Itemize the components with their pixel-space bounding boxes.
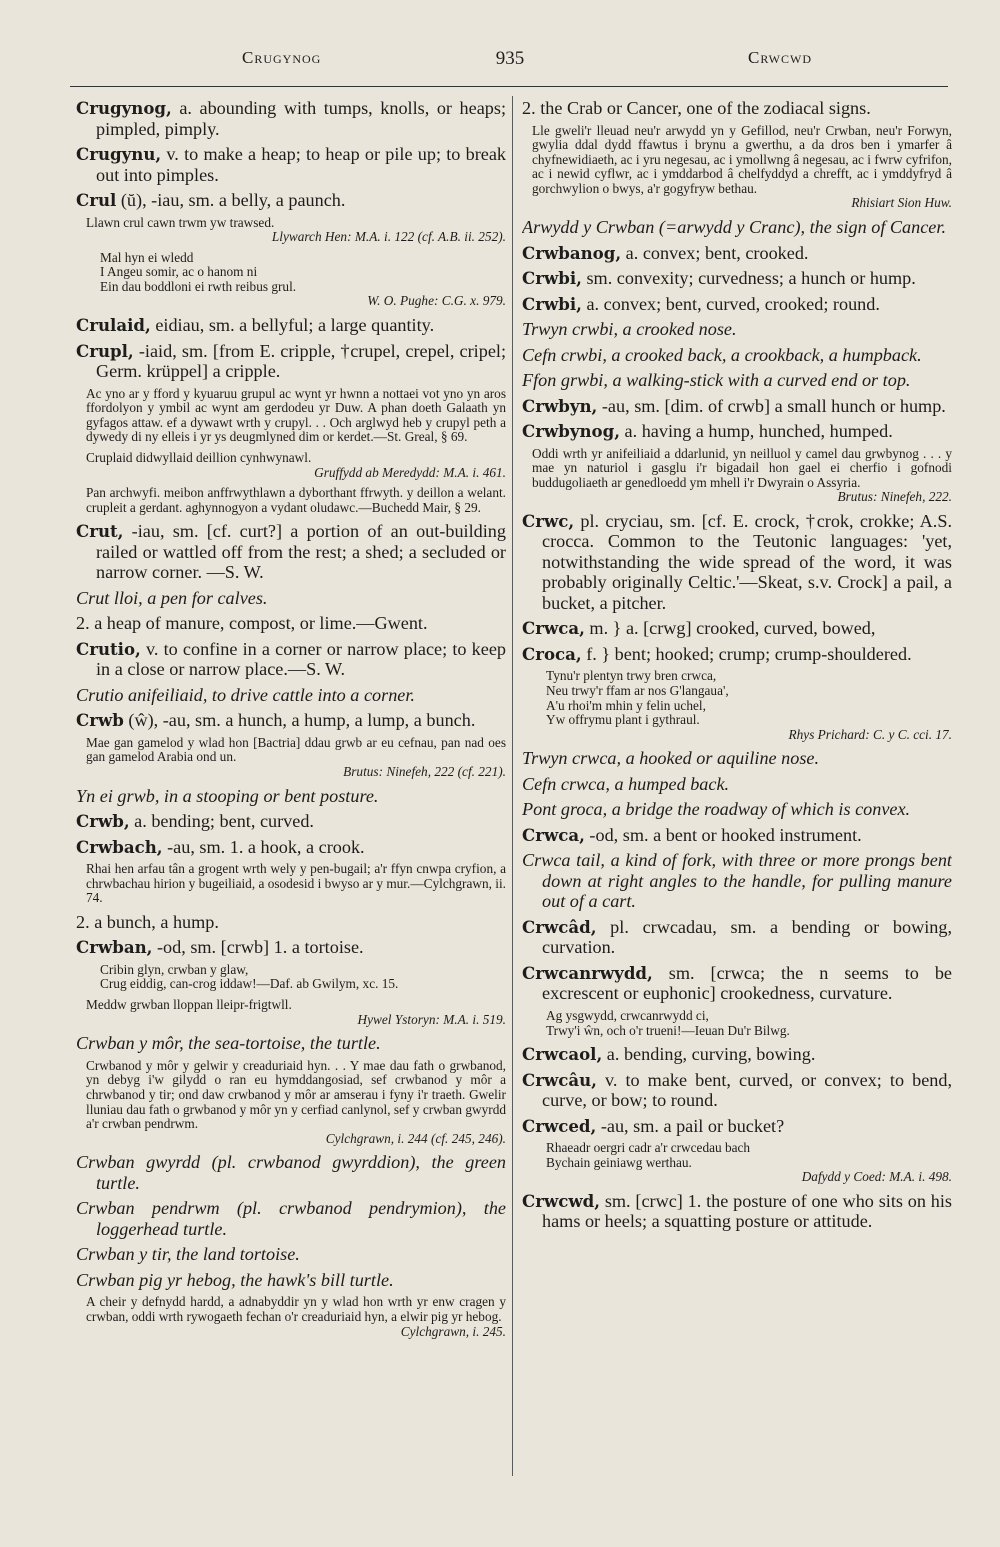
dictionary-entry: [522, 294, 952, 315]
sub-entry: [522, 799, 952, 820]
sub-entry: [76, 588, 506, 609]
definition-text: -od, sm. a bent or hooked instrument.: [584, 824, 862, 845]
verse-line: A'u rhoi'm mhin y felin uchel,: [546, 697, 706, 713]
headword: Crwcâd,: [522, 916, 597, 937]
citation-source: Dafydd y Coed: M.A. i. 498.: [801, 1169, 952, 1185]
dictionary-entry: [522, 825, 952, 846]
headword: Crwbanog,: [522, 242, 622, 263]
sub-entry: [522, 850, 952, 912]
headword: Crwbynog,: [522, 421, 620, 442]
definition-text: v. to make bent, curved, or convex; to bend, curve, or bow; to round.: [542, 1069, 952, 1111]
definition-text: a. bending; bent, curved.: [129, 811, 314, 832]
dictionary-entry: [522, 1044, 952, 1065]
sub-entry: [76, 1152, 506, 1193]
headword: Crwcâu,: [522, 1069, 597, 1090]
citation-source: Rhisiart Sion Huw.: [851, 195, 952, 211]
citation-quote: [76, 486, 506, 515]
dictionary-entry: [522, 1070, 952, 1111]
citation-quote: [522, 447, 952, 505]
definition-text: -au, sm. a pail or bucket?: [596, 1115, 785, 1136]
sub-entry: [76, 1198, 506, 1239]
headword: Crwcaol,: [522, 1044, 603, 1065]
quote-text: Meddw grwban lloppan lleipr-frigtwll.: [86, 997, 292, 1013]
headword: Crwca,: [522, 618, 585, 639]
definition-text: pl. cryciau, sm. [cf. E. crock, †crok, crokke; A.S. crocca. Common to the Teutonic languages: 'yet, notwithstanding the wide spread of the word, it was probably originally Celtic.'—Skeat, s.v. Crock] a pail, a bucket, a pitcher.: [542, 510, 952, 613]
verse-line: I Angeu somir, ac o hanom ni: [100, 264, 258, 280]
definition-text: -od, sm. [crwb] 1. a tortoise.: [152, 937, 364, 958]
dictionary-entry: [522, 268, 952, 289]
headword: Crwb: [76, 710, 124, 731]
sub-entry: [522, 748, 952, 769]
sub-entry: [522, 345, 952, 366]
headword: Crugynu,: [76, 144, 162, 164]
dictionary-entry: [76, 710, 506, 731]
citation-source: Rhys Prichard: C. y C. cci. 17.: [788, 726, 952, 742]
dictionary-entry: [76, 912, 506, 933]
dictionary-entry: [76, 613, 506, 634]
dictionary-entry: [76, 837, 506, 858]
dictionary-entry: [522, 396, 952, 417]
definition-text: -au, sm. 1. a hook, a crook.: [162, 836, 365, 857]
headword: Crutio,: [76, 638, 141, 659]
definition-text: 2. a heap of manure, compost, or lime.—Gwent.: [76, 613, 428, 634]
definition-text: Crutio anifeiliaid, to drive cattle into a corner.: [76, 684, 415, 705]
dictionary-entry: [76, 639, 506, 680]
sub-entry: [76, 1033, 506, 1054]
dictionary-entry: [76, 144, 506, 185]
definition-text: v. to make a heap; to heap or pile up; to break out into pimples.: [96, 144, 506, 185]
definition-text: 2. a bunch, a hump.: [76, 911, 219, 932]
definition-text: Crwban gwyrdd (pl. crwbanod gwyrddion), the green turtle.: [76, 1152, 506, 1193]
citation-quote: [76, 387, 506, 445]
definition-text: m. } a. [crwg] crooked, curved, bowed,: [584, 618, 876, 639]
definition-text: -iaid, sm. [from E. cripple, †crupel, crepel, cripel; Germ. krüppel] a cripple.: [96, 340, 506, 382]
citation-source: W. O. Pughe: C.G. x. 979.: [367, 293, 506, 309]
definition-text: Ffon grwbi, a walking-stick with a curved end or top.: [522, 370, 911, 391]
verse-quote: [522, 669, 952, 742]
verse-line: Trwy'i ŵn, och o'r trueni!—Ieuan Du'r Bilwg.: [546, 1022, 790, 1038]
quote-text: Mae gan gamelod y wlad hon [Bactria] ddau grwb ar eu cefnau, pan nad oes gan gamelod Arabia ond un.: [86, 734, 506, 765]
headword: Crwb,: [76, 811, 130, 832]
definition-text: (ŵ), -au, sm. a hunch, a hump, a lump, a bunch.: [123, 710, 476, 731]
definition-text: Crwca tail, a kind of fork, with three or more prongs bent down at right angles to the handle, for pulling manure out of a cart.: [522, 850, 952, 912]
dictionary-entry: [76, 811, 506, 832]
dictionary-entry: [522, 963, 952, 1004]
sub-entry: [76, 786, 506, 807]
definition-text: Trwyn crwca, a hooked or aquiline nose.: [522, 748, 820, 769]
definition-text: -au, sm. [dim. of crwb] a small hunch or hump.: [597, 395, 946, 416]
verse-line: Mal hyn ei wledd: [100, 249, 194, 265]
verse-quote: [522, 1009, 952, 1038]
header-left-guide-word: Crugynog: [242, 48, 322, 67]
definition-text: Crwban pig yr hebog, the hawk's bill turtle.: [76, 1269, 394, 1290]
dictionary-entry: [76, 98, 506, 139]
verse-quote: [76, 251, 506, 309]
citation-quote: [76, 1295, 506, 1339]
citation-quote: [522, 124, 952, 212]
verse-line: Ein dau boddloni ei rwth reibus grul.: [100, 278, 297, 294]
sub-entry: [522, 774, 952, 795]
definition-text: -iau, sm. [cf. curt?] a portion of an out-building railed or wattled off from the rest; a shed; a secluded or narrow corner. —S. W.: [96, 521, 506, 583]
headword: Crwcwd,: [522, 1190, 601, 1211]
definition-text: a. bending, curving, bowing.: [602, 1044, 816, 1065]
dictionary-entry: [76, 315, 506, 336]
quote-text: Oddi wrth yr anifeiliaid a ddarlunid, yn neilluol y camel dau grwbynog . . . y mae yn naturiol i gasglu i'r bigadail hon gael ei cherfio i gofnodi buddugoliaeth ar genedloedd ym mhell i'r Dwyrain o Assyria.: [532, 445, 952, 490]
verse-quote: [522, 1141, 952, 1185]
dictionary-entry: [76, 937, 506, 958]
definition-text: a. convex; bent, curved, crooked; round.: [581, 293, 880, 314]
quote-text: Rhai hen arfau tân a grogent wrth wely y pen-bugail; a'r ffyn cnwpa cryfion, a chrwbachau hirion y bugeiliaid, a osodesid i bwyso ar y mur.—Cylchgrawn, ii. 74.: [86, 861, 506, 906]
citation-source: Gruffydd ab Meredydd: M.A. i. 461.: [314, 464, 506, 480]
left-column: [76, 98, 506, 1476]
definition-text: eidiau, sm. a bellyful; a large quantity.: [150, 315, 435, 336]
definition-text: Arwydd y Crwban (=arwydd y Cranc), the sign of Cancer.: [522, 217, 946, 238]
sub-entry: [522, 370, 952, 391]
headword: Crwced,: [522, 1115, 597, 1136]
definition-text: a. abounding with tumps, knolls, or heaps; pimpled, pimply.: [96, 98, 506, 139]
dictionary-entry: [522, 644, 952, 665]
definition-text: Crwban y tir, the land tortoise.: [76, 1244, 300, 1265]
definition-text: Pont groca, a bridge the roadway of which is convex.: [522, 799, 911, 820]
dictionary-entry: [522, 1191, 952, 1232]
citation-source: Llywarch Hen: M.A. i. 122 (cf. A.B. ii. 252).: [271, 229, 506, 245]
headword: Crugynog,: [76, 98, 172, 118]
dictionary-entry: [76, 341, 506, 382]
definition-text: Crwban pendrwm (pl. crwbanod pendrymion), the loggerhead turtle.: [76, 1198, 506, 1239]
dictionary-entry: [522, 243, 952, 264]
citation-quote: [76, 1059, 506, 1147]
header-rule: [70, 86, 948, 87]
dictionary-entry: [522, 98, 952, 119]
citation-source: Brutus: Ninefeh, 222 (cf. 221).: [343, 764, 506, 779]
dictionary-entry: [522, 421, 952, 442]
definition-text: Crut lloi, a pen for calves.: [76, 587, 268, 608]
definition-text: Trwyn crwbi, a crooked nose.: [522, 319, 737, 340]
headword: Crulaid,: [76, 315, 151, 336]
headword: Crwbach,: [76, 836, 163, 857]
citation-quote: [76, 862, 506, 906]
dictionary-entry: [76, 521, 506, 583]
headword: Crupl,: [76, 340, 134, 361]
dictionary-entry: [522, 618, 952, 639]
quote-text: Llawn crul cawn trwm yw trawsed.: [86, 214, 275, 230]
citation-quote: [76, 216, 506, 245]
citation-source: Cylchgrawn, i. 245.: [400, 1323, 506, 1339]
verse-line: Tynu'r plentyn trwy bren crwca,: [546, 668, 717, 684]
dictionary-entry: [76, 190, 506, 211]
quote-text: Lle gweli'r lleuad neu'r arwydd yn y Gefillod, neu'r Crwban, neu'r Forwyn, gwylia ddal dydd ffawtus i brynu a gwerthu, a da dros ben i ymarfer â chyfnewidiaeth, ac i yru negesau, ac i ymollwng â negesau, ac i fwrw cyfrifon, ac i newid cyflwr, ac i ymddarbod â chelfyddyd a chrefft, ac i ymddyfryd â gorchwylion o bwys, a'r gogyfryw bethau.: [532, 122, 952, 196]
headword: Crwbyn,: [522, 395, 598, 416]
sub-entry: [522, 319, 952, 340]
verse-line: Yw offrymu plant i gythraul.: [546, 712, 700, 728]
column-divider: [512, 96, 513, 1476]
quote-text: Pan archwyfi. meibon anffrwythlawn a dyborthant ffrwyth. y deillon a welant. crupleit a gerdant. aghynnogyon a vydant oludawc.—Buchedd Mair, § 29.: [86, 485, 506, 515]
definition-text: (ŭ), -iau, sm. a belly, a paunch.: [116, 190, 346, 210]
sub-entry: [76, 685, 506, 706]
headword: Crwcanrwydd,: [522, 962, 653, 983]
definition-text: Cefn crwca, a humped back.: [522, 773, 730, 794]
verse-line: Neu trwy'r ffam ar nos G'langaua',: [546, 683, 729, 699]
citation-quote: [76, 998, 506, 1027]
sub-entry: [76, 1270, 506, 1291]
definition-text: sm. [crwc] 1. the posture of one who sits on his hams or heels; a squatting posture or attitude.: [542, 1190, 952, 1232]
quote-text: Ac yno ar y fford y kyuaruu grupul ac wynt yr hwnn a nottaei vot yno yn aros ffordolyon y ymbil ac wynt am gerdodeu yr Duw. A phan doeth Galaath yn gyfagos attaw. ef a dywawt wrth y crupyl. . . Och arglwyd heb y crupyl peth a dywedy di ny elleis i yr ys deugmlyned dim or kerdet.—St. Greal, § 69.: [86, 385, 506, 445]
verse-line: Bychain geiniawg werthau.: [546, 1154, 692, 1170]
headword: Crwc,: [522, 510, 575, 531]
verse-quote: [76, 963, 506, 992]
definition-text: sm. [crwca; the n seems to be excrescent or euphonic] crookedness, curvature.: [542, 962, 952, 1004]
citation-quote: [76, 736, 506, 780]
definition-text: 2. the Crab or Cancer, one of the zodiacal signs.: [522, 98, 871, 118]
headword: Croca,: [522, 643, 582, 664]
dictionary-entry: [522, 1116, 952, 1137]
definition-text: sm. convexity; curvedness; a hunch or hump.: [581, 268, 916, 289]
definition-text: pl. crwcadau, sm. a bending or bowing, curvation.: [542, 916, 952, 958]
quote-text: Crwbanod y môr y gelwir y creaduriaid hyn. . . Y mae dau fath o grwbanod, yn debyg i'w gilydd o ran eu hymddangosiad, sef crwbanod y môr a chrwbanod y tir; ond daw crwbanod y môr ar amserau i fyny i'r traeth. Gwelir lluniau dau fath o grwbanod y môr yn y cerfiad canlynol, sef y crwban gwyrdd a'r crwban pendrwm.: [86, 1057, 506, 1132]
quote-text: A cheir y defnydd hardd, a adnabyddir yn y wlad hon wrth yr enw cragen y crwban, oddi wrth rywogaeth fechan o'r creaduriaid hyn, a elwir pig yr hebog.: [86, 1294, 506, 1324]
definition-text: a. having a hump, hunched, humped.: [620, 421, 893, 442]
headword: Crul: [76, 190, 117, 210]
definition-text: Yn ei grwb, in a stooping or bent posture.: [76, 785, 379, 806]
right-column: [522, 98, 952, 1476]
verse-line: Crug eiddig, can-crog iddaw!—Daf. ab Gwilym, xc. 15.: [100, 976, 399, 992]
definition-text: f. } bent; hooked; crump; crump-shouldered.: [581, 643, 912, 664]
citation-source: Hywel Ystoryn: M.A. i. 519.: [357, 1011, 506, 1027]
definition-text: Crwban y môr, the sea-tortoise, the turtle.: [76, 1033, 381, 1054]
quote-text: Cruplaid didwyllaid deillion cynhwynawl.: [86, 449, 312, 465]
headword: Crwbi,: [522, 268, 582, 289]
headword: Crut,: [76, 521, 124, 542]
headword: Crwban,: [76, 937, 153, 958]
headword: Crwbi,: [522, 293, 582, 314]
citation-source: Cylchgrawn, i. 244 (cf. 245, 246).: [325, 1130, 506, 1146]
sub-entry: [76, 1244, 506, 1265]
header-right-guide-word: Crwcwd: [747, 48, 812, 67]
citation-quote: [76, 451, 506, 480]
running-header: [70, 48, 950, 78]
definition-text: Cefn crwbi, a crooked back, a crookback, a humpback.: [522, 344, 922, 365]
citation-source: Brutus: Ninefeh, 222.: [837, 489, 952, 505]
definition-text: a. convex; bent, crooked.: [621, 242, 809, 263]
verse-line: Rhaeadr oergri cadr a'r crwcedau bach: [546, 1140, 751, 1156]
verse-line: Ag ysgwydd, crwcanrwydd ci,: [546, 1007, 709, 1023]
page-number: 935: [495, 48, 525, 69]
dictionary-entry: [522, 511, 952, 614]
sub-entry: [522, 217, 952, 238]
definition-text: v. to confine in a corner or narrow place; to keep in a close or narrow place.—S. W.: [96, 638, 506, 680]
dictionary-entry: [522, 917, 952, 958]
verse-line: Cribin glyn, crwban y glaw,: [100, 961, 249, 977]
headword: Crwca,: [522, 824, 585, 845]
